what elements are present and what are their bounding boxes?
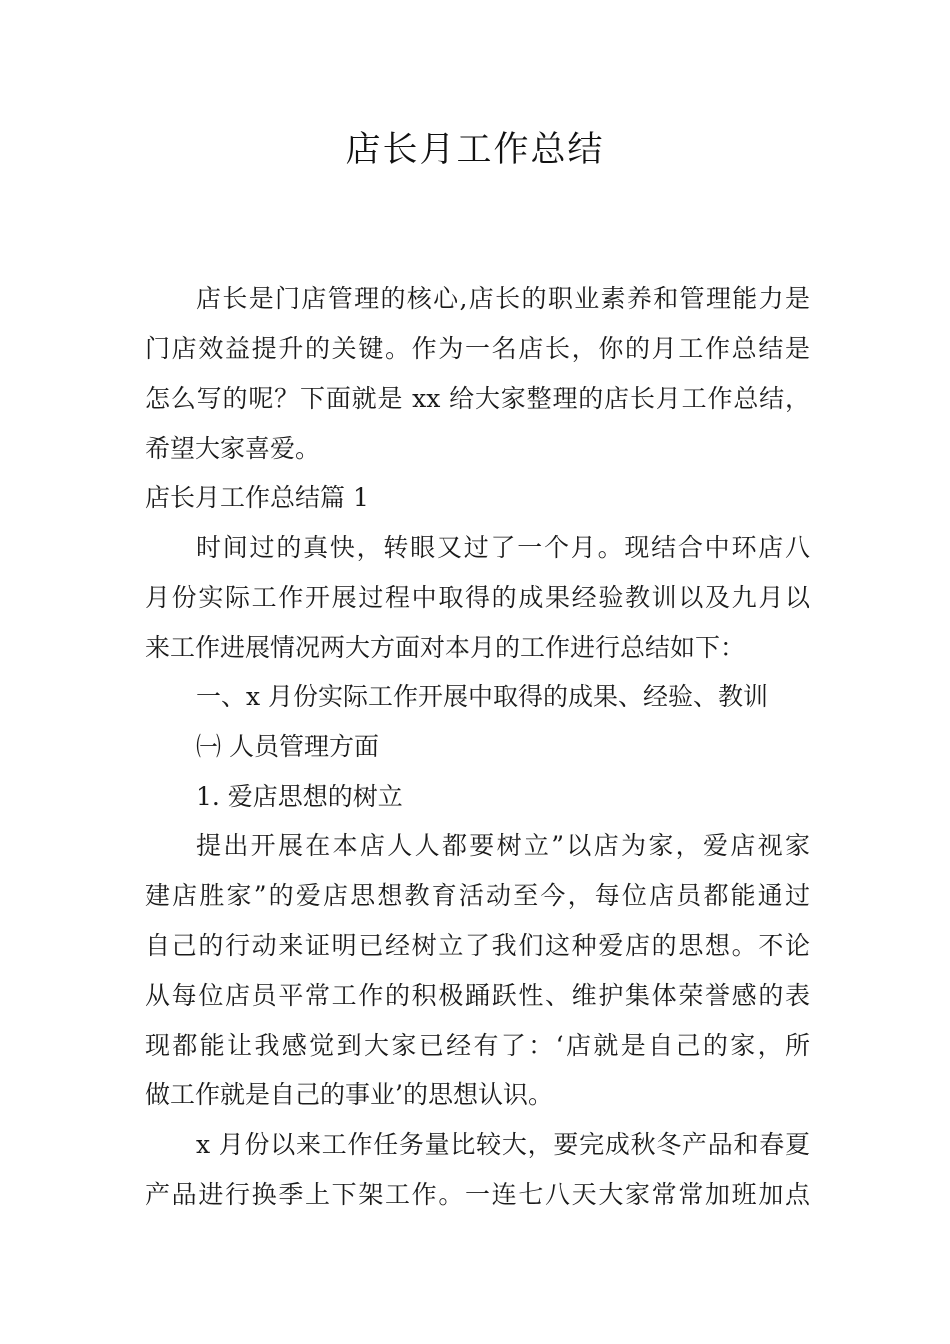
body-line: 提出开展在本店人人都要树立”以店为家，爱店视家 [196,831,810,860]
body-line: 产品进行换季上下架工作。一连七八天大家常常加班加点 [145,1180,810,1209]
body-line: 建店胜家”的爱店思想教育活动至今，每位店员都能通过 [145,881,810,910]
body-line: 现都能让我感觉到大家已经有了：‘店就是自己的家，所 [145,1031,810,1060]
body-line: 希望大家喜爱。 [145,434,321,463]
section-heading: 店长月工作总结篇 1 [145,483,369,512]
body-line: 从每位店员平常工作的积极踊跃性、维护集体荣誉感的表 [145,981,810,1010]
body-line: 时间过的真快，转眼又过了一个月。现结合中环店八 [196,533,810,562]
body-line: 来工作进展情况两大方面对本月的工作进行总结如下： [145,633,746,662]
document-title: 店长月工作总结 [345,130,605,170]
body-line: 怎么写的呢？下面就是 xx 给大家整理的店长月工作总结， [145,384,810,413]
list-item-heading: 1. 爱店思想的树立 [196,782,403,811]
body-line: x 月份以来工作任务量比较大，要完成秋冬产品和春夏 [196,1130,810,1159]
body-line: 月份实际工作开展过程中取得的成果经验教训以及九月以 [145,583,810,612]
subsection-heading: 一、x 月份实际工作开展中取得的成果、经验、教训 [196,682,769,711]
body-line: 门店效益提升的关键。作为一名店长，你的月工作总结是 [145,334,810,363]
body-line: 店长是门店管理的核心,店长的职业素养和管理能力是 [196,284,810,313]
body-line: 自己的行动来证明已经树立了我们这种爱店的思想。不论 [145,931,810,960]
body-line: 做工作就是自己的事业’的思想认识。 [145,1080,553,1109]
subsection-heading: ㈠ 人员管理方面 [196,732,379,761]
